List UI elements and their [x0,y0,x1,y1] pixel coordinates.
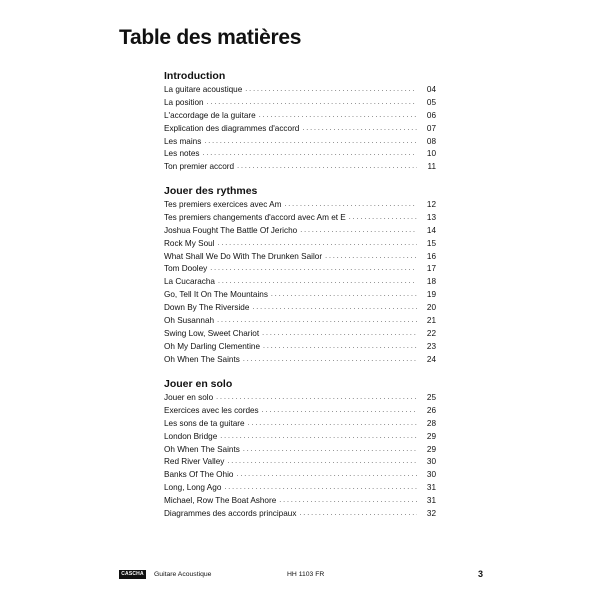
dot-leader [245,84,417,97]
toc-entry-title: Jouer en solo [164,392,214,402]
toc-entry [164,97,436,110]
toc-entry [164,456,436,469]
toc-entry [164,431,436,444]
footer-page-number: 3 [477,569,483,579]
dot-leader [217,315,417,328]
toc-entry [164,123,436,136]
toc-entry-title: Ton premier accord [164,162,235,172]
toc-entry-page: 18 [426,277,436,287]
toc-entry-title: La position [164,97,204,107]
toc-entry-page: 19 [426,290,436,300]
toc-entry [164,354,436,367]
toc-entry-page: 13 [426,212,436,222]
dot-leader [243,354,417,367]
dot-leader [325,251,417,264]
toc-entry [164,199,436,212]
dot-leader [237,161,417,174]
dot-leader [248,418,417,431]
toc-entry-title: Rock My Soul [164,238,215,248]
toc-entry-title: Michael, Row The Boat Ashore [164,496,277,506]
dot-leader [271,289,417,302]
section-heading: Introduction [164,70,226,82]
toc-entry [164,405,436,418]
toc-entry-title: L'accordage de la guitare [164,110,256,120]
toc-entry [164,161,436,174]
toc-entry-title: What Shall We Do With The Drunken Sailor [164,251,323,261]
toc-entry [164,418,436,431]
toc-entry-page: 22 [426,328,436,338]
toc-entry [164,136,436,149]
toc-entry [164,482,436,495]
toc-entry-title: Down By The Riverside [164,303,250,313]
toc-entry-page: 32 [426,509,436,518]
toc-entry-page: 12 [426,199,436,209]
toc-entry-title: Tom Dooley [164,264,208,274]
toc-entry-title: Red River Valley [164,457,225,467]
toc-entry [164,315,436,328]
toc-entry [164,495,436,508]
dot-leader [349,212,417,225]
dot-leader [299,508,417,521]
toc-entry-title: Tes premiers exercices avec Am [164,199,282,209]
toc-entry-page: 28 [426,418,436,428]
toc-entry [164,469,436,482]
toc-entry-title: Joshua Fought The Battle Of Jericho [164,225,298,235]
toc-section-jouer-des-rythmes [164,184,436,367]
toc-entry [164,84,436,97]
dot-leader [259,110,417,123]
toc-entry [164,392,436,405]
toc-entry [164,225,436,238]
toc-entry-title: La Cucaracha [164,277,215,287]
dot-leader [284,199,417,212]
dot-leader [224,482,417,495]
toc-entry-page: 31 [426,496,436,506]
dot-leader [279,495,417,508]
toc-entry-page: 31 [426,483,436,493]
toc-entry-page: 16 [426,251,436,261]
dot-leader [210,263,417,276]
toc-entry [164,238,436,251]
toc-entry-page: 07 [426,123,436,133]
dot-leader [218,276,417,289]
dot-leader [218,238,417,251]
toc-entry-page: 10 [426,149,436,159]
dot-leader [252,302,417,315]
dot-leader [203,148,417,161]
toc-entry [164,289,436,302]
toc-entry-title: Tes premiers changements d'accord avec Am et E [164,212,346,222]
toc-entry-page: 11 [427,162,436,172]
dot-leader [204,136,417,149]
dot-leader [220,431,417,444]
toc-entry [164,341,436,354]
toc-entry [164,212,436,225]
toc-entry-page: 29 [426,444,436,454]
toc-entry-page: 06 [426,110,436,120]
section-heading: Jouer des rythmes [164,185,258,197]
publisher-logo: CASCHA [119,570,146,579]
dot-leader [243,444,417,457]
toc-entry-page: 14 [426,225,436,235]
toc-entry-title: Swing Low, Sweet Chariot [164,328,260,338]
toc-section-introduction [164,69,436,174]
dot-leader [236,469,417,482]
toc-entry-page: 15 [426,238,436,248]
toc-entry-title: Oh When The Saints [164,354,240,364]
footer-book-title: Guitare Acoustique [154,571,212,578]
toc-entry-page: 21 [426,316,436,325]
toc-entry-title: Les notes [164,149,200,159]
toc-entry [164,276,436,289]
toc-entry [164,508,436,521]
toc-entry-title: Oh When The Saints [164,444,240,454]
dot-leader [216,392,417,405]
toc-entry [164,302,436,315]
toc-entry-page: 26 [426,405,436,415]
dot-leader [262,328,417,341]
dot-leader [227,456,417,469]
section-heading: Jouer en solo [164,378,233,390]
toc-entry-page: 20 [426,303,436,313]
toc-entry-title: La guitare acoustique [164,84,243,94]
toc-entry-page: 05 [426,97,436,107]
toc-entry-title: London Bridge [164,431,218,441]
page-footer [119,569,483,581]
toc-entry-page: 08 [426,136,436,146]
page-title: Table des matières [119,26,302,49]
toc-entry [164,251,436,264]
toc-entry-page: 30 [426,457,436,467]
toc-entry-page: 23 [426,341,436,351]
toc-section-jouer-en-solo [164,377,436,521]
toc-entry-title: Explication des diagrammes d'accord [164,123,300,133]
toc-entry-title: Go, Tell It On The Mountains [164,290,268,300]
toc-entry-title: Oh Susannah [164,316,215,325]
toc-entry-page: 04 [426,84,436,94]
toc-entry [164,148,436,161]
toc-entry [164,444,436,457]
dot-leader [302,123,417,136]
toc-entry [164,263,436,276]
toc-entry-title: Les mains [164,136,202,146]
toc-entry-title: Exercices avec les cordes [164,405,259,415]
toc-entry-page: 29 [426,431,436,441]
toc-entry-page: 30 [426,470,436,480]
dot-leader [262,405,417,418]
dot-leader [300,225,417,238]
toc-entry-page: 17 [426,264,436,274]
toc-entry-page: 24 [426,354,436,364]
footer-product-code: HH 1103 FR [287,571,325,578]
toc-entry-title: Long, Long Ago [164,483,222,493]
toc-entry-title: Les sons de ta guitare [164,418,245,428]
toc-entry-page: 25 [426,392,436,402]
toc-entry [164,110,436,123]
dot-leader [263,341,417,354]
dot-leader [207,97,417,110]
toc-entry-title: Diagrammes des accords principaux [164,509,297,518]
toc-entry-title: Oh My Darling Clementine [164,341,261,351]
toc-entry [164,328,436,341]
toc-entry-title: Banks Of The Ohio [164,470,234,480]
